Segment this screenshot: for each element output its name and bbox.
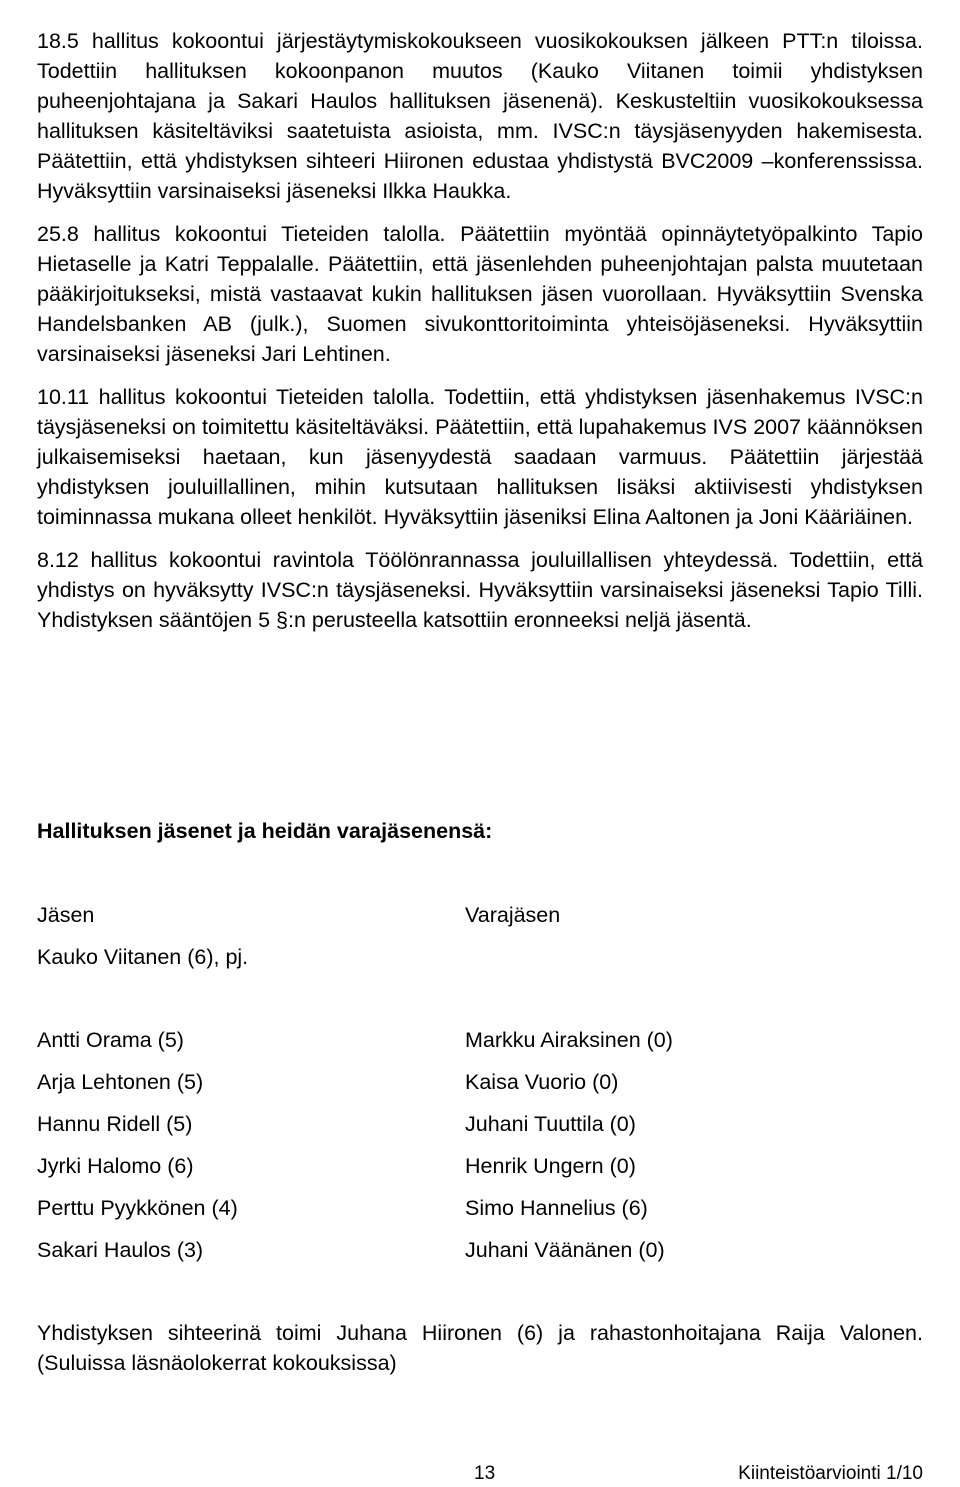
members-header-row bbox=[37, 900, 923, 942]
document-body bbox=[37, 26, 923, 648]
member-row bbox=[37, 1025, 923, 1067]
closing-note: Yhdistyksen sihteerinä toimi Juhana Hiironen (6) ja rahastonhoitajana Raija Valonen. (Suluissa läsnäolokerrat kokouksissa) bbox=[37, 1321, 923, 1375]
paragraph-meeting-8-12: 8.12 hallitus kokoontui ravintola Töölönrannassa jouluillallisen yhteydessä. Todettiin, että yhdistys on hyväksytty IVSC:n täysjäseneksi. Hyväksyttiin varsinaiseksi jäseneksi Tapio Tilli. Yhdistyksen sääntöjen 5 §:n perusteella katsottiin eronneeksi neljä jäsentä. bbox=[37, 548, 923, 632]
paragraph-meeting-18-5: 18.5 hallitus kokoontui järjestäytymiskokoukseen vuosikokouksen jälkeen PTT:n tiloissa. Todettiin hallituksen kokoonpanon muutos (Kauko Viitanen toimii yhdistyksen puheenjohtajana ja Sakari Haulos hallituksen jäsenenä). Keskusteltiin vuosikokouksessa hallituksen käsiteltäviksi saatetuista asioista, mm. IVSC:n täysjäsenyyden hakemisesta. Päätettiin, että yhdistyksen sihteeri Hiironen edustaa yhdistystä BVC2009 –konferenssissa. Hyväksyttiin varsinaiseksi jäseneksi Ilkka Haukka. bbox=[37, 29, 923, 203]
deputy-name: Kaisa Vuorio (0) bbox=[465, 1070, 619, 1094]
deputy-name: Markku Airaksinen (0) bbox=[465, 1028, 673, 1052]
chair-row bbox=[37, 942, 923, 1025]
member-row bbox=[37, 1193, 923, 1235]
paragraph-meeting-10-11: 10.11 hallitus kokoontui Tieteiden talolla. Todettiin, että yhdistyksen jäsenhakemus IVSC:n täysjäseneksi on toimitettu käsiteltäväksi. Päätettiin, että lupahakemus IVS 2007 käännöksen julkaisemiseksi haetaan, kun jäsenyydestä saadaan varmuus. Päätettiin järjestää yhdistyksen jouluillallinen, mihin kutsutaan hallituksen lisäksi aktiivisesti yhdistyksen toiminnassa mukana olleet henkilöt. Hyväksyttiin jäseniksi Elina Aaltonen ja Joni Kääriäinen. bbox=[37, 385, 923, 529]
deputy-name: Juhani Väänänen (0) bbox=[465, 1238, 665, 1262]
paragraph-meeting-25-8: 25.8 hallitus kokoontui Tieteiden talolla. Päätettiin myöntää opinnäytetyöpalkinto Tapio Hietaselle ja Katri Teppalalle. Päätettiin, että jäsenlehden puheenjohtajan palsta muutetaan pääkirjoitukseksi, mistä vastaavat kukin hallituksen jäsen vuorollaan. Hyväksyttiin Svenska Handelsbanken AB (julk.), Suomen sivukonttoritoiminta yhteisöjäseneksi. Hyväksyttiin varsinaiseksi jäseneksi Jari Lehtinen. bbox=[37, 222, 923, 366]
deputy-name: Henrik Ungern (0) bbox=[465, 1154, 636, 1178]
member-row bbox=[37, 1109, 923, 1151]
member-name: Perttu Pyykkönen (4) bbox=[37, 1196, 238, 1220]
page-number: 13 bbox=[474, 1463, 496, 1484]
member-row bbox=[37, 1067, 923, 1109]
deputy-name: Simo Hannelius (6) bbox=[465, 1196, 648, 1220]
deputy-column-header: Varajäsen bbox=[465, 903, 561, 927]
deputy-name: Juhani Tuuttila (0) bbox=[465, 1112, 636, 1136]
member-name: Sakari Haulos (3) bbox=[37, 1238, 204, 1262]
member-column-header: Jäsen bbox=[37, 903, 95, 927]
member-row bbox=[37, 1235, 923, 1277]
chair-name: Kauko Viitanen (6), pj. bbox=[37, 945, 249, 969]
member-name: Arja Lehtonen (5) bbox=[37, 1070, 204, 1094]
publication-footer: Kiinteistöarviointi 1/10 bbox=[738, 1463, 923, 1484]
board-members-heading: Hallituksen jäsenet ja heidän varajäsenensä: bbox=[37, 819, 493, 843]
board-members-table bbox=[37, 900, 923, 1277]
member-name: Antti Orama (5) bbox=[37, 1028, 184, 1052]
member-row bbox=[37, 1151, 923, 1193]
member-name: Hannu Ridell (5) bbox=[37, 1112, 193, 1136]
member-name: Jyrki Halomo (6) bbox=[37, 1154, 194, 1178]
